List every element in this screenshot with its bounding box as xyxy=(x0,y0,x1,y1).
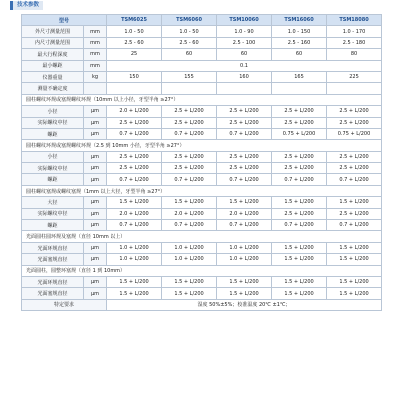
row-value: 0.75 + L/200 xyxy=(327,128,382,139)
row-value: 0.7 + L/200 xyxy=(107,220,162,231)
row-label: 光面塞规直径 xyxy=(22,288,84,299)
row-value: 1.0 - 90 xyxy=(217,26,272,37)
row-label: 螺距 xyxy=(22,174,84,185)
row-value: 1.5 + L/200 xyxy=(162,197,217,208)
row-label: 内尺寸测量范围 xyxy=(22,37,84,48)
row-value: 80 xyxy=(327,49,382,60)
model-header-label: 型号 xyxy=(22,15,107,26)
row-unit: μm xyxy=(84,276,107,287)
section-title-row xyxy=(22,265,382,276)
row-unit: μm xyxy=(84,151,107,162)
section-title: 光面圆柱圆环规及塞规（直径 10mm 以上） xyxy=(22,231,382,242)
row-label: 实际螺纹中径 xyxy=(22,208,84,219)
row-label: 测量不确定度 xyxy=(22,83,84,94)
row-label: 外尺寸测量范围 xyxy=(22,26,84,37)
row-value: 1.0 + L/200 xyxy=(107,242,162,253)
row-value: 2.5 + L/200 xyxy=(217,106,272,117)
row-value: 0.7 + L/200 xyxy=(217,220,272,231)
table-row xyxy=(22,49,382,60)
row-unit: μm xyxy=(84,242,107,253)
table-row xyxy=(22,163,382,174)
model-name: TSM18080 xyxy=(327,15,382,26)
model-name: TSM6025 xyxy=(107,15,162,26)
row-unit: μm xyxy=(84,254,107,265)
table-row xyxy=(22,71,382,82)
section-tag: 技术参数 xyxy=(10,1,43,10)
section-title: 圆柱螺纹环规或塞规螺纹环规（2.5 到 10mm 小径，牙型半角 ≥27°） xyxy=(22,140,382,151)
row-label: 光面环规直径 xyxy=(22,242,84,253)
footer-row xyxy=(22,299,382,310)
row-unit: μm xyxy=(84,197,107,208)
row-value: 1.5 + L/200 xyxy=(327,242,382,253)
row-value: 1.5 + L/200 xyxy=(162,276,217,287)
row-value: 1.0 + L/200 xyxy=(162,254,217,265)
row-value: 2.5 + L/200 xyxy=(327,106,382,117)
row-label: 最小螺距 xyxy=(22,60,84,71)
row-unit: μm xyxy=(84,220,107,231)
row-unit xyxy=(84,83,107,94)
empty-cell xyxy=(217,83,272,94)
row-label: 光面环规直径 xyxy=(22,276,84,287)
table-row xyxy=(22,276,382,287)
section-title: 圆柱螺纹塞规或螺纹塞规（1mm 以上大径，牙型半角 ≥27°） xyxy=(22,185,382,196)
table-row xyxy=(22,37,382,48)
empty-cell xyxy=(327,83,382,94)
row-value: 2.0 + L/200 xyxy=(217,208,272,219)
row-value: 2.5 + L/200 xyxy=(217,163,272,174)
section-title: 光面圆柱，圆整环塞规（直径 1 到 10mm） xyxy=(22,265,382,276)
row-value: 1.5 + L/200 xyxy=(162,288,217,299)
row-value: 1.5 + L/200 xyxy=(217,288,272,299)
table-row xyxy=(22,151,382,162)
row-value: 155 xyxy=(162,71,217,82)
row-value: 0.1 xyxy=(107,60,382,71)
table-row xyxy=(22,174,382,185)
row-value: 1.5 + L/200 xyxy=(272,288,327,299)
row-label: 螺距 xyxy=(22,128,84,139)
row-value: 2.5 + L/200 xyxy=(272,163,327,174)
row-value: 1.5 + L/200 xyxy=(107,197,162,208)
table-row xyxy=(22,83,382,94)
spec-table xyxy=(21,14,382,311)
row-value: 2.5 - 160 xyxy=(272,37,327,48)
row-label: 最大行程深度 xyxy=(22,49,84,60)
row-value: 2.5 + L/200 xyxy=(272,117,327,128)
row-value: 0.75 + L/200 xyxy=(272,128,327,139)
row-label: 螺距 xyxy=(22,220,84,231)
table-row xyxy=(22,242,382,253)
row-label: 实际螺纹中径 xyxy=(22,163,84,174)
row-value: 2.5 + L/200 xyxy=(272,151,327,162)
row-value: 25 xyxy=(107,49,162,60)
empty-cell xyxy=(272,83,327,94)
row-value: 2.0 + L/200 xyxy=(107,106,162,117)
row-value: 1.5 + L/200 xyxy=(107,288,162,299)
row-value: 2.5 + L/200 xyxy=(327,151,382,162)
row-value: 2.5 + L/200 xyxy=(162,163,217,174)
row-unit: μm xyxy=(84,208,107,219)
row-label: 小径 xyxy=(22,106,84,117)
row-value: 0.7 + L/200 xyxy=(162,174,217,185)
row-value: 1.5 + L/200 xyxy=(107,276,162,287)
row-label: 实际螺纹中径 xyxy=(22,117,84,128)
footer-label: 特定要求 xyxy=(22,299,107,310)
row-value: 0.7 + L/200 xyxy=(107,174,162,185)
header-row xyxy=(22,15,382,26)
table-row xyxy=(22,26,382,37)
model-name: TSM10060 xyxy=(217,15,272,26)
row-value: 2.5 + L/200 xyxy=(162,117,217,128)
row-label: 大径 xyxy=(22,197,84,208)
row-value: 2.0 + L/200 xyxy=(107,208,162,219)
table-row xyxy=(22,60,382,71)
row-value: 2.5 + L/200 xyxy=(272,106,327,117)
row-value: 1.0 - 50 xyxy=(107,26,162,37)
row-value: 225 xyxy=(327,71,382,82)
row-value: 1.0 - 170 xyxy=(327,26,382,37)
row-value: 2.5 - 60 xyxy=(162,37,217,48)
table-row xyxy=(22,254,382,265)
row-unit: mm xyxy=(84,60,107,71)
row-unit: μm xyxy=(84,288,107,299)
row-value: 2.5 - 100 xyxy=(217,37,272,48)
row-value: 165 xyxy=(272,71,327,82)
row-value: 2.0 + L/200 xyxy=(162,208,217,219)
table-row xyxy=(22,288,382,299)
row-unit: mm xyxy=(84,49,107,60)
row-value: 1.5 + L/200 xyxy=(327,288,382,299)
row-value: 60 xyxy=(162,49,217,60)
row-value: 1.0 + L/200 xyxy=(107,254,162,265)
table-row xyxy=(22,220,382,231)
section-title: 圆柱螺纹环规或塞规螺纹环规（10mm 以上小径，牙型半角 ≥27°） xyxy=(22,94,382,105)
row-value: 0.7 + L/200 xyxy=(217,174,272,185)
row-value: 160 xyxy=(217,71,272,82)
row-value: 1.5 + L/200 xyxy=(272,197,327,208)
row-value: 1.5 + L/200 xyxy=(272,276,327,287)
row-value: 2.5 + L/200 xyxy=(327,117,382,128)
row-unit: mm xyxy=(84,37,107,48)
table-row xyxy=(22,197,382,208)
row-label: 小径 xyxy=(22,151,84,162)
row-value: 2.5 + L/200 xyxy=(162,106,217,117)
empty-cell xyxy=(107,83,162,94)
row-value: 1.0 - 50 xyxy=(162,26,217,37)
row-value: 1.5 + L/200 xyxy=(217,276,272,287)
row-value: 0.7 + L/200 xyxy=(327,174,382,185)
row-value: 2.5 + L/200 xyxy=(107,117,162,128)
row-value: 1.0 + L/200 xyxy=(217,242,272,253)
row-value: 2.5 + L/200 xyxy=(217,151,272,162)
footer-text: 湿度 50%±5%；校准温度 20℃ ±1℃； xyxy=(107,299,382,310)
row-value: 150 xyxy=(107,71,162,82)
row-value: 1.0 - 150 xyxy=(272,26,327,37)
row-value: 60 xyxy=(217,49,272,60)
row-value: 0.7 + L/200 xyxy=(327,220,382,231)
row-value: 2.5 + L/200 xyxy=(107,151,162,162)
row-value: 1.5 + L/200 xyxy=(217,197,272,208)
row-label: 仪器重量 xyxy=(22,71,84,82)
row-value: 2.5 - 60 xyxy=(107,37,162,48)
table-row xyxy=(22,128,382,139)
row-value: 0.7 + L/200 xyxy=(162,128,217,139)
section-title-row xyxy=(22,231,382,242)
row-value: 0.7 + L/200 xyxy=(107,128,162,139)
row-value: 2.5 + L/200 xyxy=(327,163,382,174)
row-value: 1.5 + L/200 xyxy=(327,276,382,287)
row-value: 2.5 + L/200 xyxy=(217,117,272,128)
row-unit: kg xyxy=(84,71,107,82)
model-name: TSM16060 xyxy=(272,15,327,26)
row-value: 1.0 + L/200 xyxy=(162,242,217,253)
section-title-row xyxy=(22,185,382,196)
row-value: 0.7 + L/200 xyxy=(272,220,327,231)
model-name: TSM6060 xyxy=(162,15,217,26)
row-value: 1.0 + L/200 xyxy=(217,254,272,265)
row-value: 0.7 + L/200 xyxy=(162,220,217,231)
spec-table-body xyxy=(22,15,382,311)
section-title-row xyxy=(22,94,382,105)
table-row xyxy=(22,106,382,117)
row-value: 2.5 + L/200 xyxy=(327,208,382,219)
empty-cell xyxy=(162,83,217,94)
row-value: 2.5 + L/200 xyxy=(272,208,327,219)
row-value: 1.5 + L/200 xyxy=(327,197,382,208)
table-row xyxy=(22,208,382,219)
row-unit: mm xyxy=(84,26,107,37)
table-row xyxy=(22,117,382,128)
row-value: 0.7 + L/200 xyxy=(272,174,327,185)
row-value: 0.7 + L/200 xyxy=(217,128,272,139)
row-value: 2.5 + L/200 xyxy=(107,163,162,174)
row-value: 1.5 + L/200 xyxy=(272,254,327,265)
row-value: 2.5 + L/200 xyxy=(162,151,217,162)
row-unit: μm xyxy=(84,163,107,174)
row-unit: μm xyxy=(84,106,107,117)
row-value: 60 xyxy=(272,49,327,60)
row-label: 光面塞规直径 xyxy=(22,254,84,265)
row-value: 1.5 + L/200 xyxy=(327,254,382,265)
row-value: 1.5 + L/200 xyxy=(272,242,327,253)
row-value: 2.5 - 180 xyxy=(327,37,382,48)
row-unit: μm xyxy=(84,117,107,128)
row-unit: μm xyxy=(84,128,107,139)
section-title-row xyxy=(22,140,382,151)
row-unit: μm xyxy=(84,174,107,185)
